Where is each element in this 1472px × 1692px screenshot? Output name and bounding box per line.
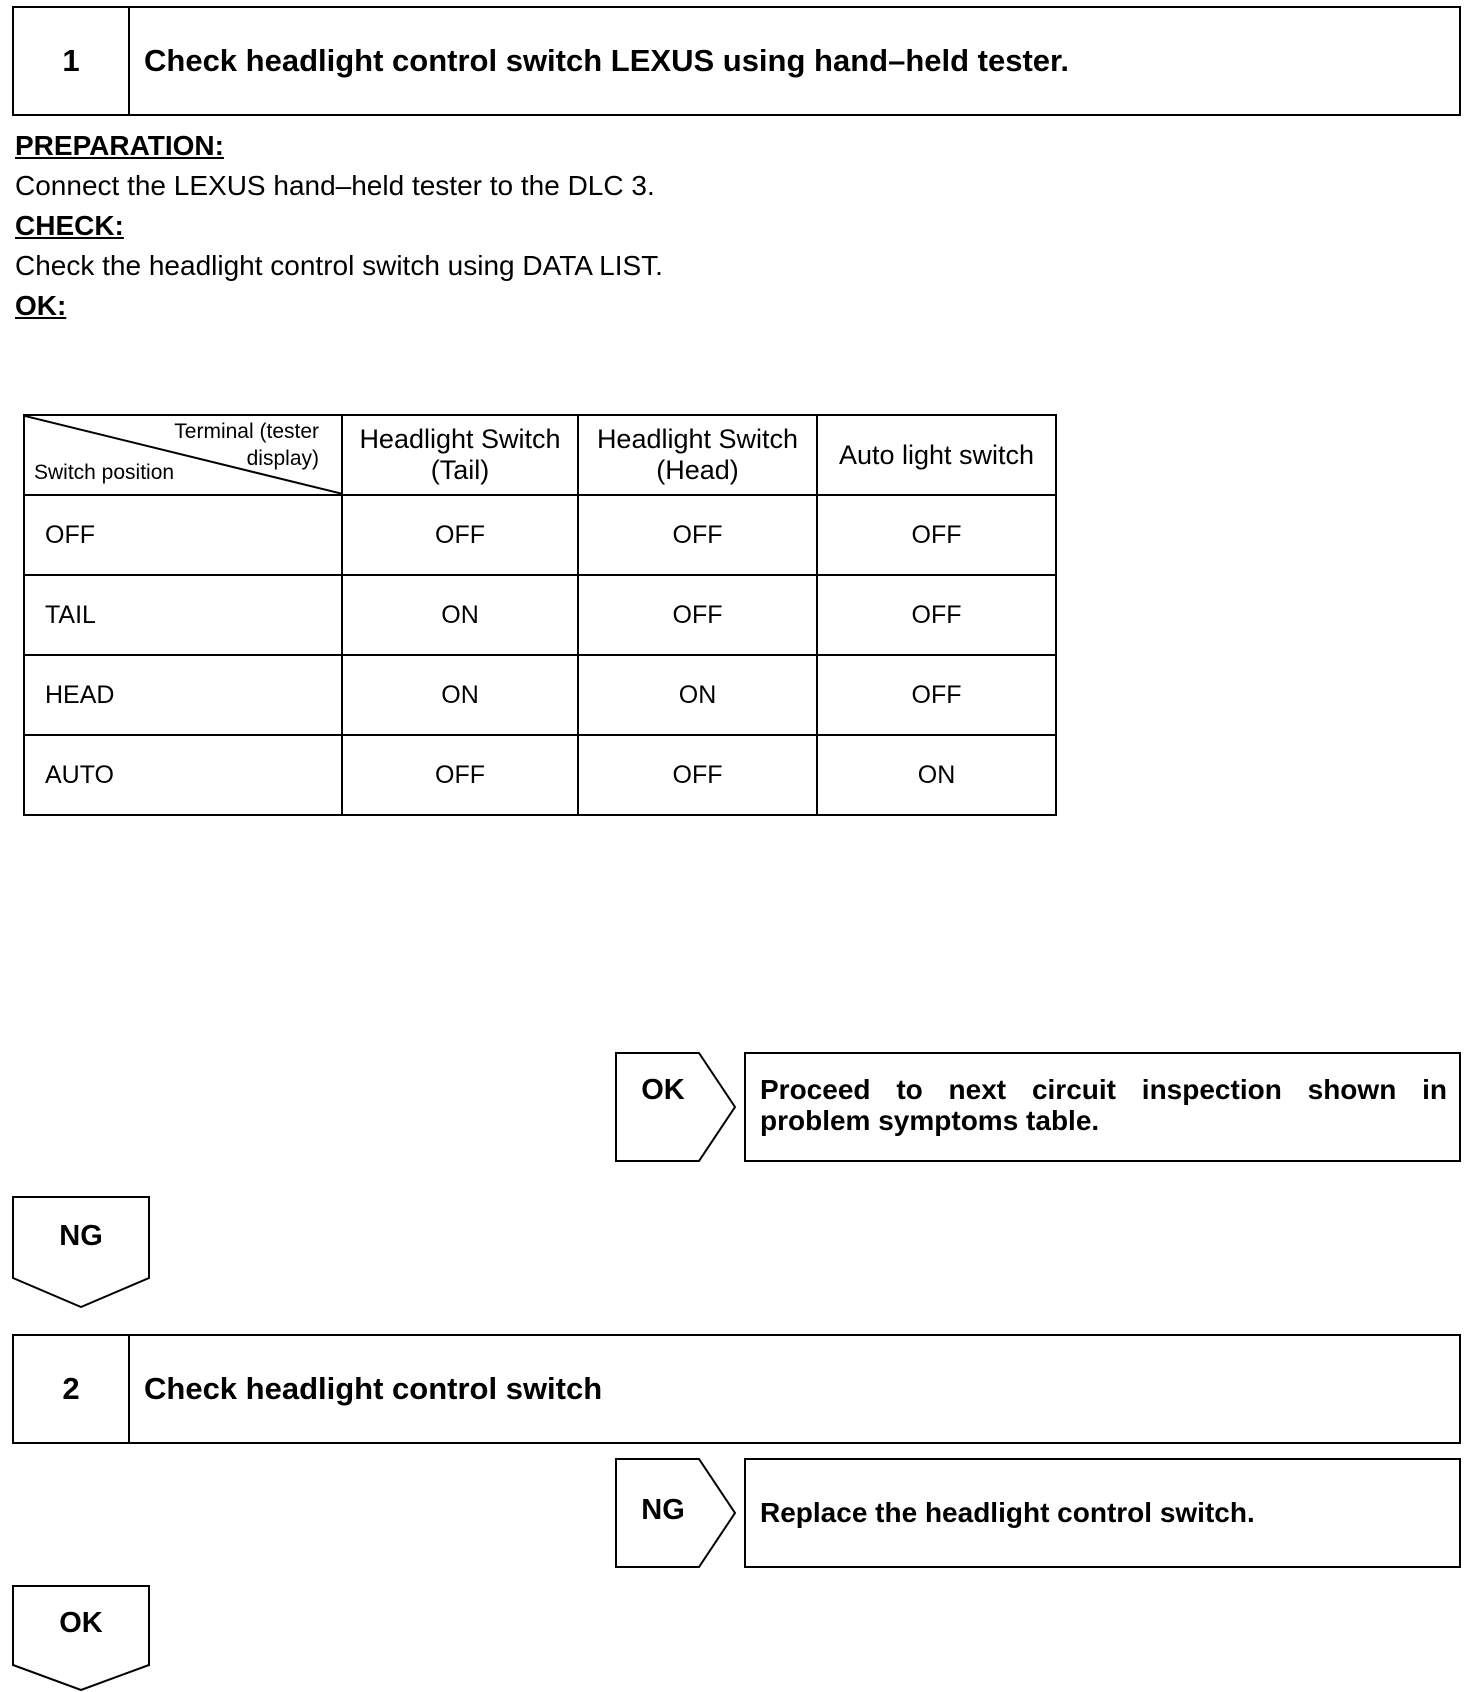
preparation-heading: PREPARATION: bbox=[15, 130, 224, 161]
ng-down-1-label: NG bbox=[59, 1220, 103, 1252]
table-corner-cell bbox=[24, 415, 342, 495]
ng-down-1-arrow bbox=[12, 1196, 150, 1308]
row-position: AUTO bbox=[24, 735, 342, 815]
table-cell: OFF bbox=[578, 735, 817, 815]
ng-branch-2-result bbox=[744, 1458, 1461, 1568]
right-pointing-arrow-icon bbox=[615, 1052, 737, 1162]
ng-branch-2-result-text: Replace the headlight control switch. bbox=[760, 1497, 1255, 1528]
ng-branch-2-arrow bbox=[615, 1458, 737, 1568]
step-1-header bbox=[12, 6, 1461, 116]
row-position: HEAD bbox=[24, 655, 342, 735]
table-row bbox=[24, 655, 1056, 735]
ok-down-2-arrow bbox=[12, 1585, 150, 1691]
table-cell: OFF bbox=[578, 495, 817, 575]
column-header-line-1: Headlight Switch bbox=[359, 424, 561, 454]
ok-branch-1-result bbox=[744, 1052, 1461, 1162]
corner-terminal-line-2: display) bbox=[246, 447, 319, 470]
ok-branch-1-arrow bbox=[615, 1052, 737, 1162]
step-1-title: Check headlight control switch LEXUS using hand–held tester. bbox=[144, 43, 1069, 78]
check-text: Check the headlight control switch using DATA LIST. bbox=[15, 250, 663, 281]
row-position: TAIL bbox=[24, 575, 342, 655]
check-heading: CHECK: bbox=[15, 210, 124, 241]
step-2-title: Check headlight control switch bbox=[144, 1371, 603, 1406]
step-1-number: 1 bbox=[14, 8, 130, 114]
table-cell: OFF bbox=[342, 735, 578, 815]
table-cell: OFF bbox=[817, 575, 1056, 655]
corner-terminal-label bbox=[174, 418, 319, 472]
table-cell: OFF bbox=[342, 495, 578, 575]
column-header-line-1: Headlight Switch bbox=[596, 424, 799, 454]
column-header-head bbox=[578, 415, 817, 495]
ng-branch-2-label: NG bbox=[641, 1494, 685, 1526]
step-2-header bbox=[12, 1334, 1461, 1444]
table-cell: OFF bbox=[578, 575, 817, 655]
column-header-tail bbox=[342, 415, 578, 495]
column-header-line-1: Auto light switch bbox=[838, 439, 1035, 470]
ok-heading: OK: bbox=[15, 290, 67, 321]
ok-branch-1-result-text: Proceed to next circuit inspection shown in problem symptoms table. bbox=[760, 1074, 1447, 1136]
step-2-number: 2 bbox=[14, 1336, 130, 1442]
preparation-text: Connect the LEXUS hand–held tester to the DLC 3. bbox=[15, 170, 655, 201]
table-cell: OFF bbox=[817, 655, 1056, 735]
table-cell: OFF bbox=[817, 495, 1056, 575]
table-cell: ON bbox=[817, 735, 1056, 815]
table-header-row bbox=[24, 415, 1056, 495]
switch-position-table bbox=[23, 414, 1057, 816]
row-position: OFF bbox=[24, 495, 342, 575]
table-cell: ON bbox=[578, 655, 817, 735]
column-header-line-2: (Tail) bbox=[430, 455, 490, 485]
table-cell: ON bbox=[342, 655, 578, 735]
table-row bbox=[24, 735, 1056, 815]
ok-branch-1-label: OK bbox=[641, 1074, 685, 1106]
column-header-auto bbox=[817, 415, 1056, 495]
column-header-line-2: (Head) bbox=[656, 455, 739, 485]
ok-down-2-label: OK bbox=[59, 1607, 103, 1639]
table-row bbox=[24, 495, 1056, 575]
corner-switch-position-label: Switch position bbox=[34, 461, 175, 484]
table-row bbox=[24, 575, 1056, 655]
corner-terminal-line-1: Terminal (tester bbox=[174, 420, 319, 443]
table-cell: ON bbox=[342, 575, 578, 655]
